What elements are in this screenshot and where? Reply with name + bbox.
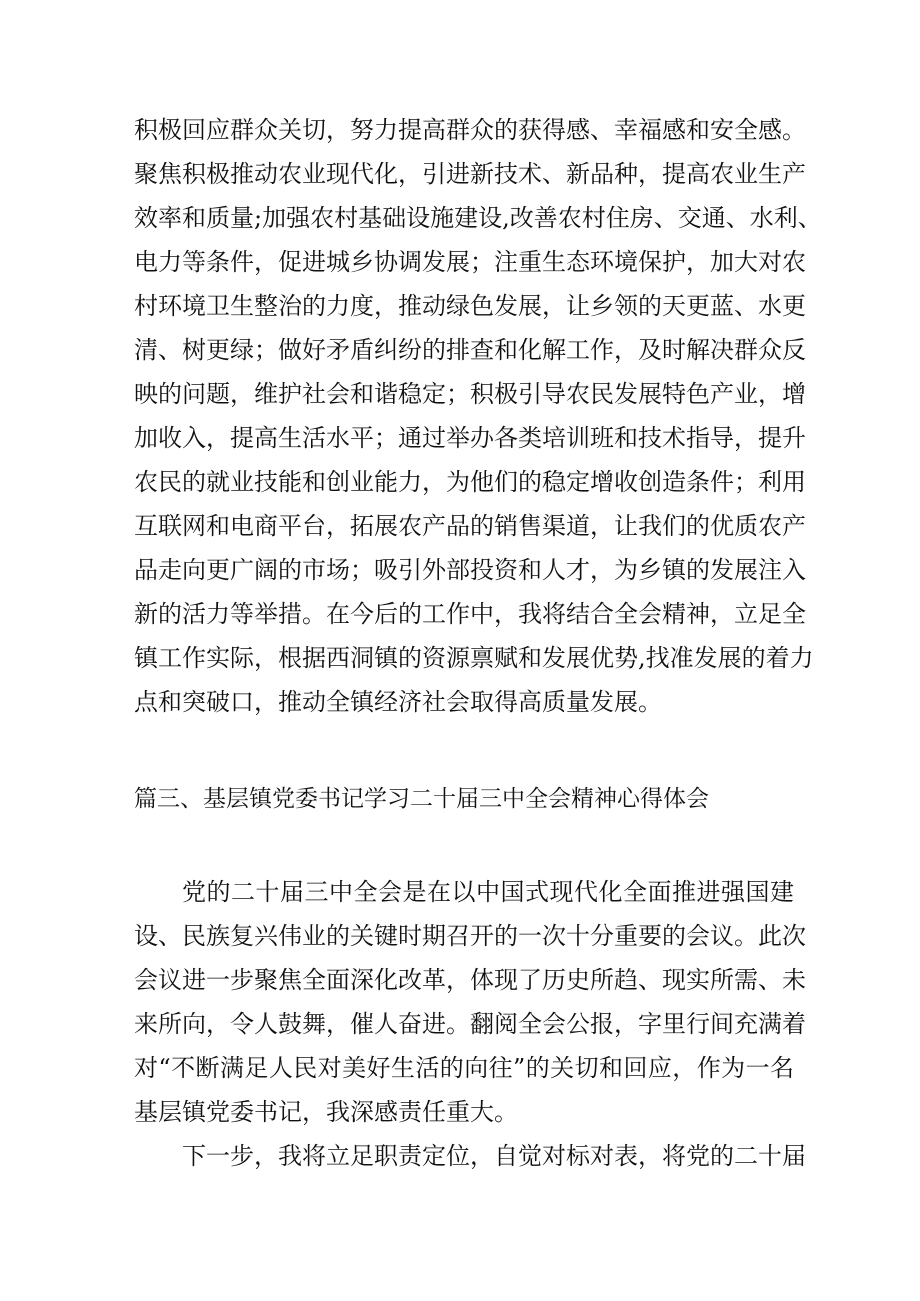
text-line: 基层镇党委书记，我深感责任重大。 [134, 1098, 518, 1126]
text-line: 映的问题，维护社会和谐稳定；积极引导农民发展特色产业，增 [134, 380, 806, 408]
text-line: 品走向更广阔的市场；吸引外部投资和人才，为乡镇的发展注入 [134, 556, 806, 584]
text-line: 效率和质量;加强农村基础设施建设,改善农村住房、交通、水利、 [134, 204, 822, 232]
text-line: 电力等条件，促进城乡协调发展；注重生态环境保护，加大对农 [134, 248, 806, 276]
text-line: 会议进一步聚焦全面深化改革，体现了历史所趋、现实所需、未 [134, 966, 806, 994]
text-line: 来所向，令人鼓舞，催人奋进。翻阅全会公报，字里行间充满着 [134, 1010, 806, 1038]
text-line: 点和突破口，推动全镇经济社会取得高质量发展。 [134, 688, 662, 716]
text-line: 积极回应群众关切，努力提高群众的获得感、幸福感和安全感。 [134, 116, 806, 144]
text-line: 设、民族复兴伟业的关键时期召开的一次十分重要的会议。此次 [134, 922, 806, 950]
text-line: 下一步，我将立足职责定位，自觉对标对表，将党的二十届 [182, 1142, 806, 1170]
text-line: 农民的就业技能和创业能力，为他们的稳定增收创造条件；利用 [134, 468, 806, 496]
section-heading: 篇三、基层镇党委书记学习二十届三中全会精神心得体会 [134, 786, 709, 812]
text-line: 聚焦积极推动农业现代化，引进新技术、新品种，提高农业生产 [134, 160, 806, 188]
text-line: 党的二十届三中全会是在以中国式现代化全面推进强国建 [182, 878, 794, 906]
text-line: 镇工作实际，根据西洞镇的资源禀赋和发展优势,找准发展的着力 [134, 644, 814, 672]
text-line: 村环境卫生整治的力度，推动绿色发展，让乡领的天更蓝、水更 [134, 292, 806, 320]
text-line: 加收入，提高生活水平；通过举办各类培训班和技术指导，提升 [134, 424, 806, 452]
text-line: 清、树更绿；做好矛盾纠纷的排查和化解工作，及时解决群众反 [134, 336, 806, 364]
text-line: 互联网和电商平台，拓展农产品的销售渠道，让我们的优质农产 [134, 512, 806, 540]
text-line: 新的活力等举措。在今后的工作中，我将结合全会精神，立足全 [134, 600, 806, 628]
text-line: 对“不断满足人民对美好生活的向往”的关切和回应，作为一名 [134, 1054, 794, 1082]
